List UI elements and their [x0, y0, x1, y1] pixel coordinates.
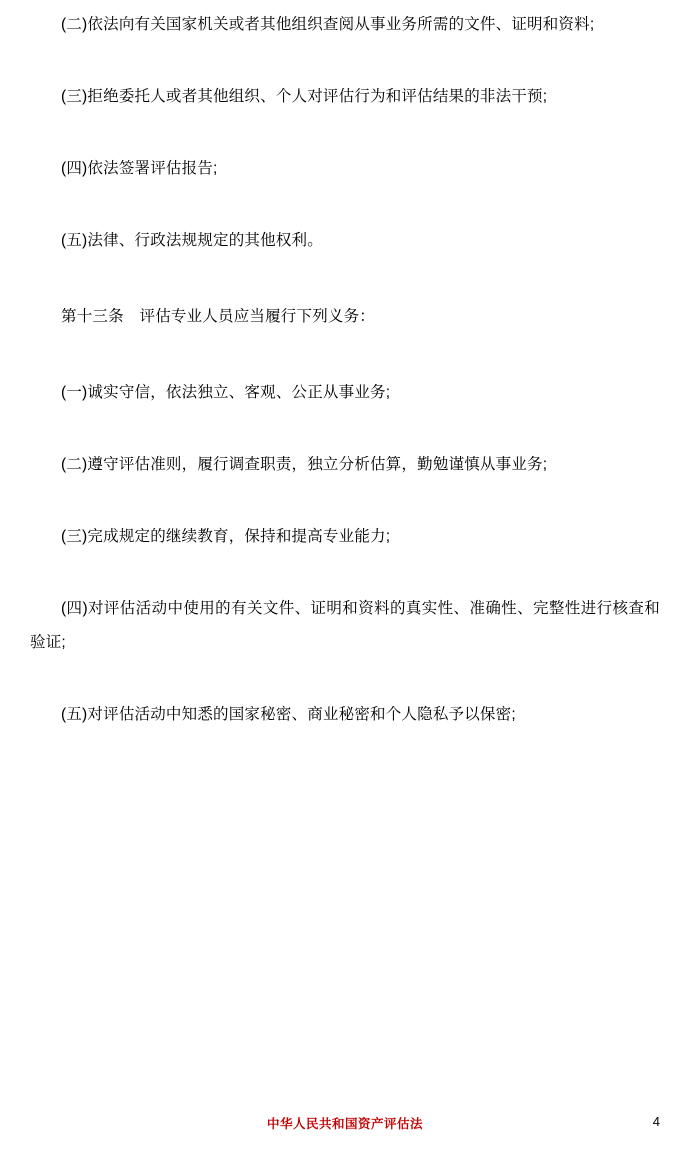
document-body: [30, 0, 660, 732]
paragraph-clause-2: (二)依法向有关国家机关或者其他组织查阅从事业务所需的文件、证明和资料;: [61, 16, 595, 33]
paragraph-article-13: 第十三条 评估专业人员应当履行下列义务：: [61, 308, 376, 325]
page-footer: [0, 1114, 690, 1136]
paragraph-clause-4: (四)依法签署评估报告;: [61, 160, 218, 177]
paragraph-duty-4: (四)对评估活动中使用的有关文件、证明和资料的真实性、准确性、完整性进行核查和验证;: [30, 600, 660, 651]
paragraph-duty-2: (二)遵守评估准则，履行调查职责，独立分析估算，勤勉谨慎从事业务;: [61, 456, 548, 473]
footer-page-number: 4: [652, 1114, 660, 1129]
paragraph-duty-3: (三)完成规定的继续教育，保持和提高专业能力;: [61, 528, 391, 545]
footer-document-title: 中华人民共和国资产评估法: [266, 1117, 423, 1131]
paragraph-clause-3: (三)拒绝委托人或者其他组织、个人对评估行为和评估结果的非法干预;: [61, 88, 548, 105]
paragraph-clause-5: (五)法律、行政法规规定的其他权利。: [61, 232, 323, 249]
paragraph-duty-1: (一)诚实守信，依法独立、客观、公正从事业务;: [61, 384, 391, 401]
paragraph-duty-5: (五)对评估活动中知悉的国家秘密、商业秘密和个人隐私予以保密;: [61, 706, 516, 723]
